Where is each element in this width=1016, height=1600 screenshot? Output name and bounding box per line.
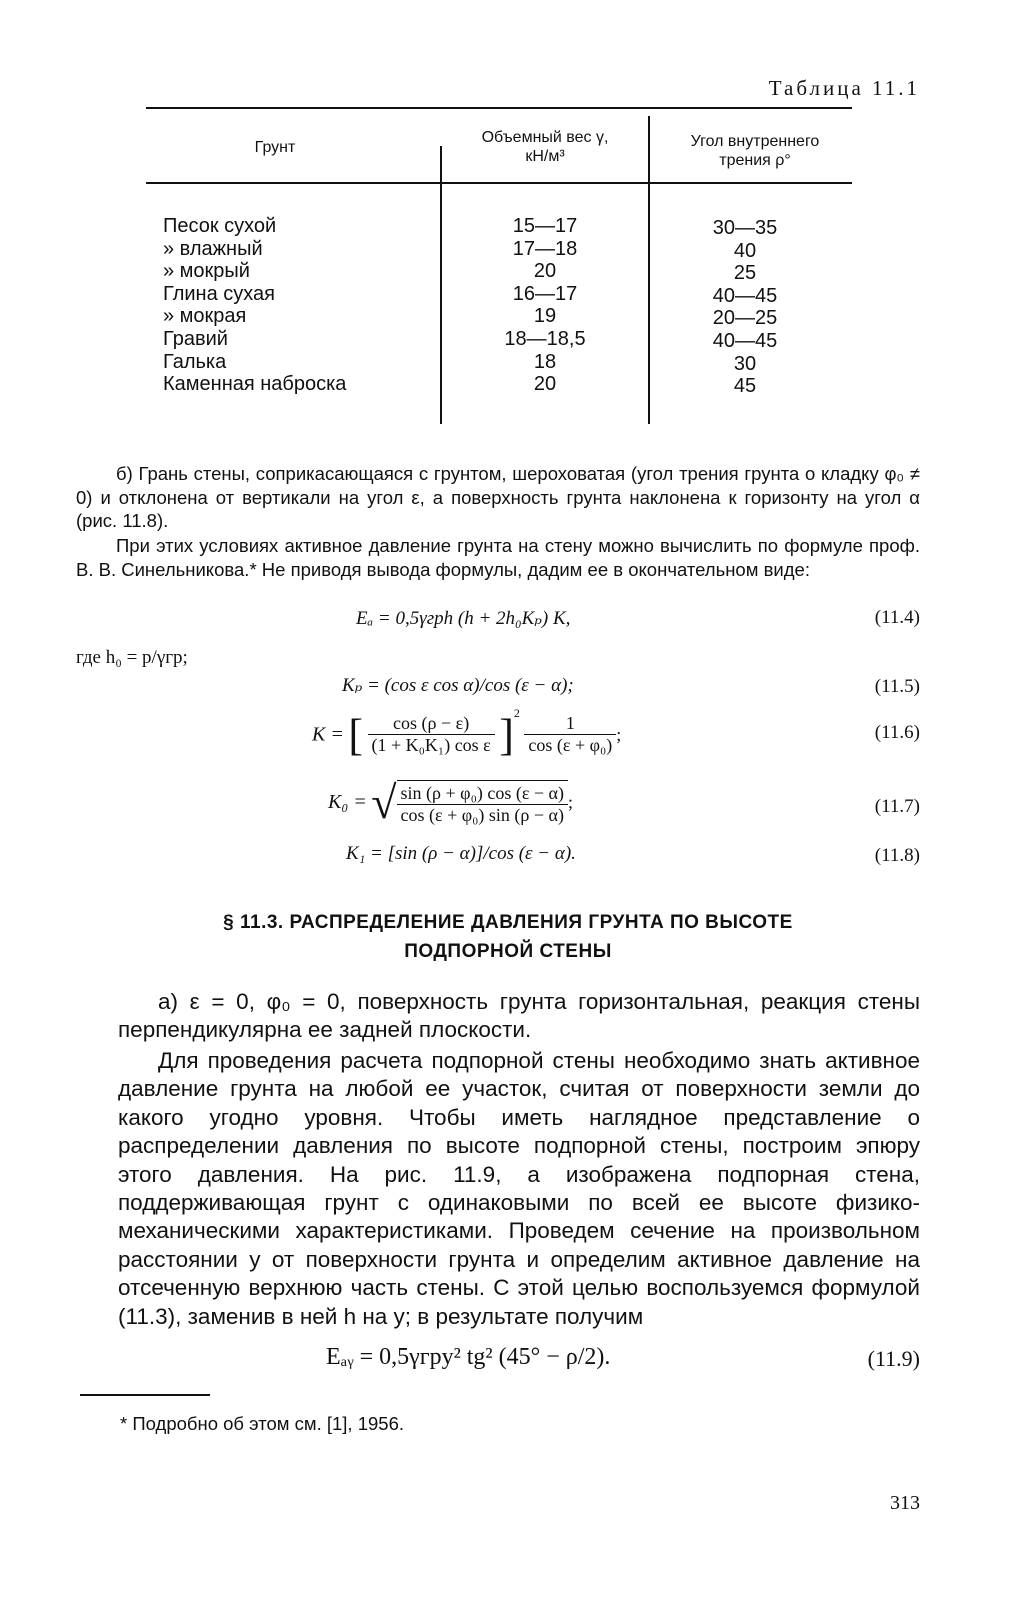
table-cell-soil: » мокрый [163,260,250,283]
paragraph-b-text: б) Грань стены, соприкасающаяся с грунтом, шероховатая (угол трения грунта о кладку φ₀ ≠ 0) и отклонена от вертикали на угол ε, а поверхность грунта наклонена к горизонту на угол α (рис. 11.8). [76,463,920,531]
table-cell-angle: 20—25 [712,307,778,330]
table-cell-weight: 18 [533,350,557,373]
table-cell-weight: 17—18 [512,237,578,260]
table-cell-soil: Галька [163,350,227,373]
formula-11-9: Eₐᵧ = 0,5γгрy² tg² (45° − ρ/2). [326,1344,611,1370]
table-cell-angle: 40—45 [712,284,778,307]
table-cell-soil: » влажный [163,237,263,260]
table-cell-angle: 30—35 [712,217,778,239]
formula-11-6-numerator-1: cos (ρ − ε) [368,713,495,735]
table-col-divider-2 [648,116,650,424]
footnote-separator [80,1394,210,1396]
formula-11-6: K = [ $\frac{\cos (\rho - \varepsilon)}{\text{(1 + K₀K₁) cos ε}}$ ]$^2$ $\frac{1}{\text{cos (ε + φ₀)}}$ ; [312,706,622,760]
table-cell-angle: 45 [733,375,757,398]
header-angle-line2: трения ρ° [719,152,791,169]
paragraph-main-text: Для проведения расчета подпорной стены необходимо знать активное давление грунта на любой ее участок, считая от поверхности земли до какого угодно уровня. Чтобы иметь наглядное представление о распределении давления по высоте подпорной стены, построим эпюру этого давления. На рис. 11.9, а изображена подпорная стена, поддерживающая грунт с одинаковыми по всей ее высоте физико-механическими характеристиками. Проведем сечение на произвольном расстоянии y от поверхности грунта и определим активное давление на отсеченную верхнюю часть стены. С этой целью воспользуемся формулой (11.3), заменив в ней h на y; в результате получим [118,1048,920,1329]
formula-11-7-number: (11.7) [874,796,920,817]
weight-column [460,215,630,396]
formula-11-6-denominator-2: cos (ε + φ₀) [528,735,613,756]
table-cell-weight: 18—18,5 [504,327,586,350]
paragraph-main [118,1047,920,1331]
section-heading [0,908,1016,966]
table-header-rule [146,182,852,184]
table-cell-weight: 15—17 [512,215,578,237]
formula-11-9-number: (11.9) [867,1346,920,1371]
formula-11-7-lhs: K₀ = [328,791,367,813]
formula-11-7-denominator: cos (ε + φ₀) sin (ρ − α) [400,804,564,825]
formula-11-6-denominator-1: (1 + K₀K₁) cos ε [371,735,491,756]
paragraph-b [76,462,920,533]
table-cell-soil: Гравий [163,327,228,350]
table-cell-soil: Песок сухой [163,215,277,237]
table-cell-angle: 40—45 [712,329,778,352]
table-col-divider-1 [440,146,442,424]
formula-11-7-numerator: sin (ρ + φ₀) cos (ε − α) [397,783,568,805]
header-weight-line2: кН/м³ [525,148,565,165]
formula-11-6-lhs: K = [312,723,344,746]
page-number: 313 [890,1492,920,1514]
table-cell-weight: 16—17 [512,282,578,305]
formula-11-5: Kₚ = (cos ε cos α)/cos (ε − α); [342,675,574,696]
radical-sign-icon: √ [371,777,397,828]
table-cell-soil: » мокрая [163,305,247,328]
table-caption: Таблица 11.1 [768,76,920,100]
formula-11-5-number: (11.5) [874,676,920,697]
formula-11-7: K₀ = √ $\frac{\text{sin (ρ + φ₀) cos (ε − α)}}{\text{cos (ε + φ₀) sin (ρ − α)}}$ ; [328,777,573,828]
formula-11-6-numerator-2: 1 [524,713,616,735]
formula-11-6-number: (11.6) [874,722,920,743]
soil-column [163,215,346,396]
paragraph-a-text: а) ε = 0, φ₀ = 0, поверхность грунта горизонтальная, реакция стены перпендикулярна ее задней плоскости. [118,989,920,1043]
formula-11-4-number: (11.4) [874,607,920,628]
formula-11-8: K₁ = [sin (ρ − α)]/cos (ε − α). [346,843,576,864]
table-top-rule [146,107,852,109]
table-cell-angle: 30 [733,352,757,375]
table-cell-weight: 20 [533,260,557,283]
header-weight [450,128,640,166]
angle-column [660,217,830,398]
paragraph-conditions [76,534,920,581]
table-cell-angle: 25 [733,262,757,285]
table-cell-weight: 20 [533,373,557,396]
section-heading-line2: ПОДПОРНОЙ СТЕНЫ [404,941,612,962]
header-angle [660,132,850,170]
table-cell-soil: Глина сухая [163,282,276,305]
table-cell-weight: 19 [533,305,557,328]
formula-where: где h₀ = p/γгр; [76,647,188,668]
header-angle-line1: Угол внутреннего [690,133,820,150]
formula-11-4: Eₐ = 0,5γгрh (h + 2h₀Kₚ) K, [356,608,571,629]
header-soil: Грунт [254,139,296,156]
table-cell-soil: Каменная наброска [163,373,347,396]
table-cell-angle: 40 [733,239,757,262]
header-weight-line1: Объемный вес γ, [481,129,609,146]
footnote: * Подробно об этом см. [1], 1956. [120,1413,404,1434]
paragraph-conditions-text: При этих условиях активное давление грунта на стену можно вычислить по формуле проф. В. В. Синельникова.* Не приводя вывода формулы, дадим ее в окончательном виде: [76,535,920,580]
formula-11-8-number: (11.8) [874,845,920,866]
paragraph-a [118,988,920,1045]
section-heading-line1: § 11.3. РАСПРЕДЕЛЕНИЕ ДАВЛЕНИЯ ГРУНТА ПО ВЫСОТЕ [223,912,793,933]
